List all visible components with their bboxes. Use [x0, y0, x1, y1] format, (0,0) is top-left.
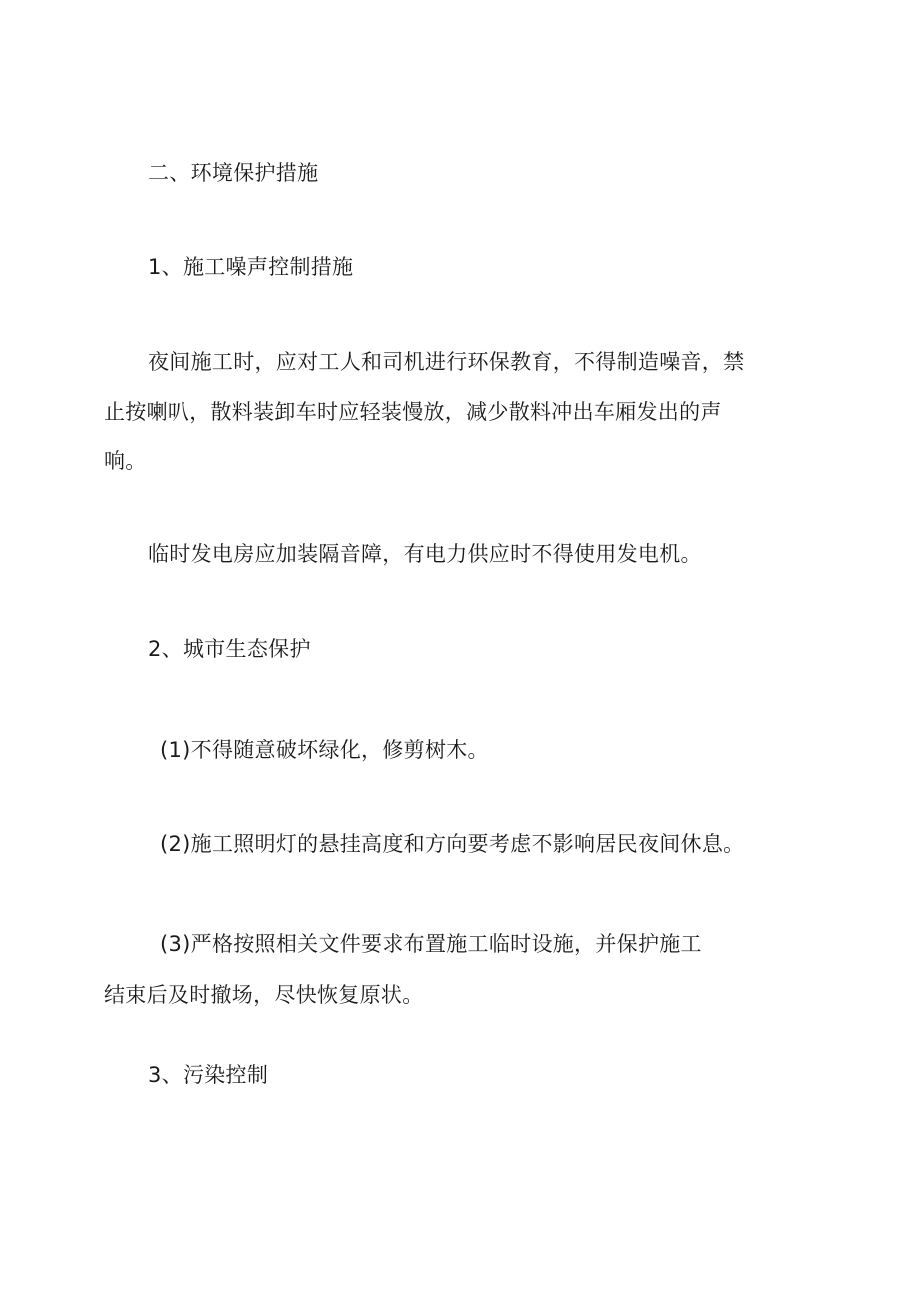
ecology-item-1: (1)不得随意破坏绿化，修剪树木。: [160, 738, 489, 762]
subsection-heading-noise: 1、施工噪声控制措施: [148, 255, 354, 279]
ecology-item-3-line-1: (3)严格按照相关文件要求布置施工临时设施，并保护施工: [160, 932, 702, 956]
noise-paragraph-line-2: 止按喇叭，散料装卸车时应轻装慢放，减少散料冲出车厢发出的声: [104, 400, 722, 424]
noise-paragraph-line-1: 夜间施工时，应对工人和司机进行环保教育，不得制造噪音，禁: [148, 350, 745, 374]
subsection-heading-ecology: 2、城市生态保护: [148, 637, 311, 661]
generator-paragraph: 临时发电房应加装隔音障，有电力供应时不得使用发电机。: [148, 542, 702, 566]
ecology-item-3-line-2: 结束后及时撤场，尽快恢复原状。: [104, 983, 424, 1007]
ecology-item-2: (2)施工照明灯的悬挂高度和方向要考虑不影响居民夜间休息。: [160, 832, 745, 856]
noise-paragraph-line-3: 响。: [104, 449, 147, 473]
subsection-heading-pollution: 3、污染控制: [148, 1063, 269, 1087]
section-title: 二、环境保护措施: [148, 161, 319, 185]
